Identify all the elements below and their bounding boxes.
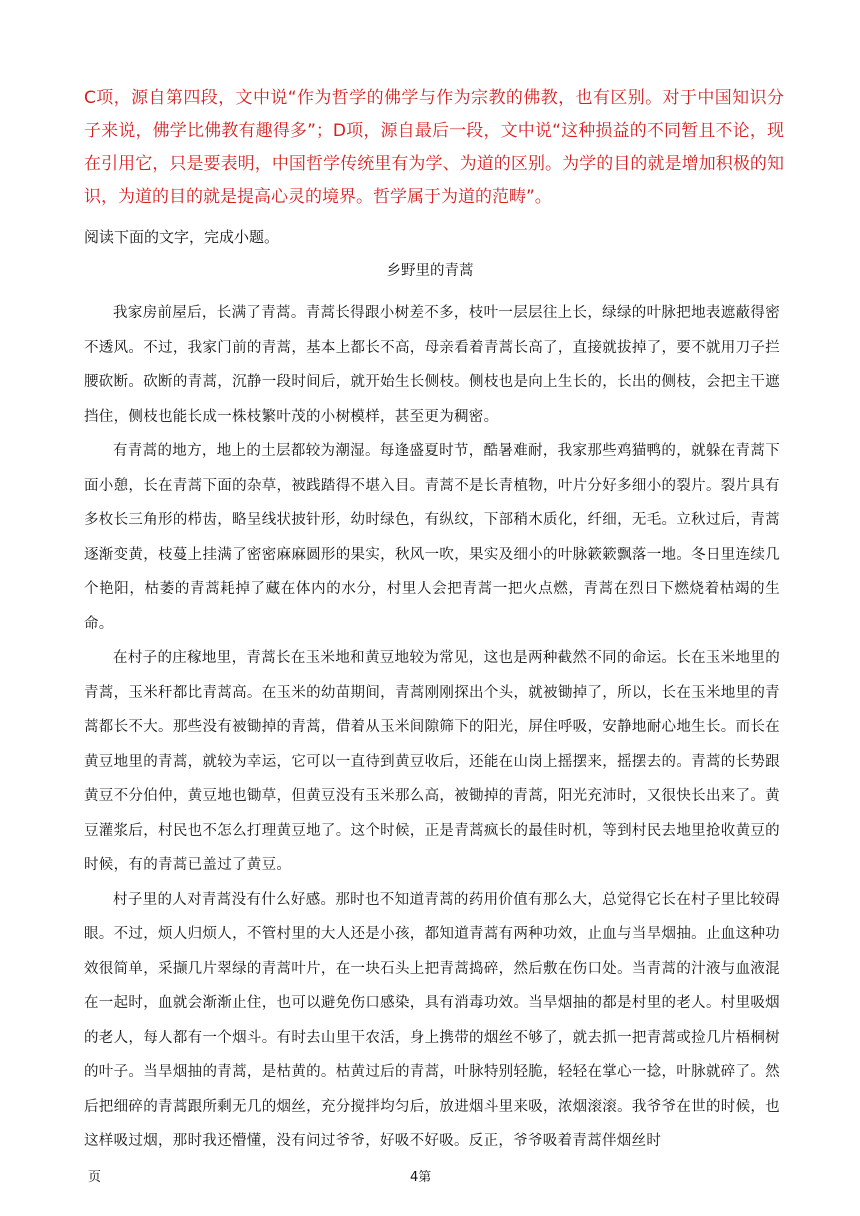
- article-body: [84, 296, 780, 1159]
- footer-page-number: 4第: [410, 1170, 432, 1185]
- article-paragraph: 有青蒿的地方，地上的土层都较为潮湿。每逢盛夏时节，酷暑难耐，我家那些鸡猫鸭的，就躲在青蒿下面小憩，长在青蒿下面的杂草，被践踏得不堪入目。青蒿不是长青植物，叶片分好多细小的裂片。裂片具有多枚长三角形的栉齿，略呈线状披针形，幼时绿色，有纵纹，下部稍木质化，纤细，无毛。立秋过后，青蒿逐渐变黄，枝蔓上挂满了密密麻麻圆形的果实，秋风一吹，果实及细小的叶脉簌簌飘落一地。冬日里连续几个艳阳，枯萎的青蒿耗掉了藏在体内的水分，村里人会把青蒿一把火点燃，青蒿在烈日下燃烧着枯竭的生命。: [84, 443, 780, 632]
- reading-instruction: 阅读下面的文字，完成小题。: [84, 228, 280, 246]
- footer-page-label: 页: [88, 1170, 102, 1185]
- article-paragraph: 村子里的人对青蒿没有什么好感。那时也不知道青蒿的药用价值有那么大，总觉得它长在村子里比较碍眼。不过，烦人归烦人，不管村里的大人还是小孩，都知道青蒿有两种功效，止血与当旱烟抽。止血这种功效很简单，采撷几片翠绿的青蒿叶片，在一块石头上把青蒿捣碎，然后敷在伤口处。当青蒿的汁液与血液混在一起时，血就会渐渐止住，也可以避免伤口感染，具有消毒功效。当旱烟抽的都是村里的老人。村里吸烟的老人，每人都有一个烟斗。有时去山里干农活，身上携带的烟丝不够了，就去抓一把青蒿或捡几片梧桐树的叶子。当旱烟抽的青蒿，是枯黄的。枯黄过后的青蒿，叶脉特别轻脆，轻轻在掌心一捻，叶脉就碎了。然后把细碎的青蒿跟所剩无几的烟丝，充分搅拌均匀后，放进烟斗里来吸，浓烟滚滚。我爷爷在世的时候，也这样吸过烟，那时我还懵懂，没有问过爷爷，好吸不好吸。反正，爷爷吸着青蒿伴烟丝时: [84, 891, 780, 1149]
- article-paragraph: 我家房前屋后，长满了青蒿。青蒿长得跟小树差不多，枝叶一层层往上长，绿绿的叶脉把地表遮蔽得密不透风。不过，我家门前的青蒿，基本上都长不高，母亲看着青蒿长高了，直接就拔掉了，要不就用刀子拦腰砍断。砍断的青蒿，沉静一段时间后，就开始生长侧枝。侧枝也是向上生长的，长出的侧枝，会把主干遮挡住，侧枝也能长成一株枝繁叶茂的小树模样，甚至更为稠密。: [84, 305, 780, 425]
- answer-explanation: C项，源自第四段，文中说“作为哲学的佛学与作为宗教的佛教，也有区别。对于中国知识分子来说，佛学比佛教有趣得多”；D项，源自最后一段，文中说“这种损益的不同暂且不论，现在引用它，只是要表明，中国哲学传统里有为学、为道的区别。为学的目的就是增加积极的知识，为道的目的就是提高心灵的境界。哲学属于为道的范畴”。: [84, 88, 784, 207]
- article-title: 乡野里的青蒿: [386, 263, 474, 279]
- article-paragraph: 在村子的庄稼地里，青蒿长在玉米地和黄豆地较为常见，这也是两种截然不同的命运。长在玉米地里的青蒿，玉米秆都比青蒿高。在玉米的幼苗期间，青蒿刚刚探出个头，就被锄掉了，所以，长在玉米地里的青蒿都长不大。那些没有被锄掉的青蒿，借着从玉米间隙筛下的阳光，屏住呼吸，安静地耐心地生长。而长在黄豆地里的青蒿，就较为幸运，它可以一直待到黄豆收后，还能在山岗上摇摆来，摇摆去的。青蒿的长势跟黄豆不分伯仲，黄豆地也锄草，但黄豆没有玉米那么高，被锄掉的青蒿，阳光充沛时，又很快长出来了。黄豆灌浆后，村民也不怎么打理黄豆地了。这个时候，正是青蒿疯长的最佳时机，等到村民去地里抢收黄豆的时候，有的青蒿已盖过了黄豆。: [84, 650, 780, 873]
